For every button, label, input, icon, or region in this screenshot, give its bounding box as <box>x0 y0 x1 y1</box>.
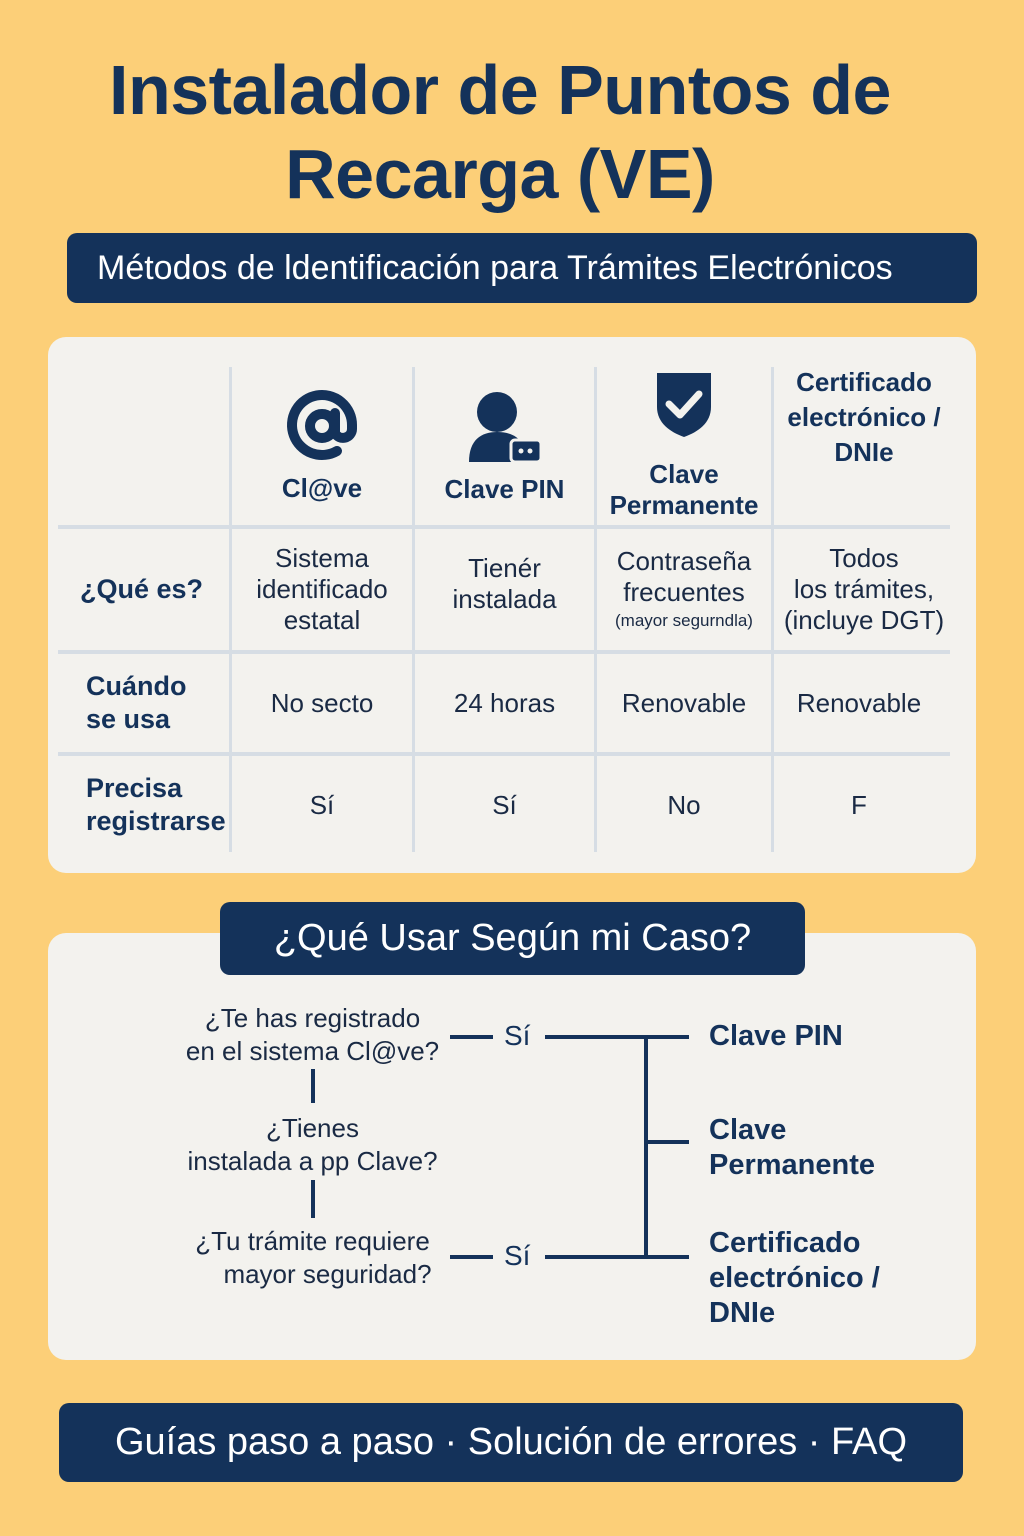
column-label-line-2: Permanente <box>609 490 759 520</box>
question-text: en el sistema Cl@ve? <box>185 1036 440 1066</box>
comparison-table <box>48 337 976 873</box>
section-title-banner <box>220 902 805 975</box>
table-cell <box>415 529 594 639</box>
flow-question-more-security <box>170 1225 455 1291</box>
table-cell <box>597 756 771 854</box>
column-label: Clave PIN <box>444 473 565 504</box>
column-header-clave-permanente <box>597 367 771 525</box>
cell-note: (mayor segurndla) <box>615 610 753 630</box>
cell-text: F <box>851 789 867 820</box>
cell-text: Todos <box>829 543 899 573</box>
cell-text: Renovable <box>796 687 922 718</box>
result-clave-permanente <box>709 1113 875 1183</box>
connector-line <box>545 1035 689 1039</box>
result-text: Certificado <box>709 1227 861 1259</box>
table-cell <box>232 529 412 650</box>
row-header-label: Cuándo <box>86 671 187 701</box>
result-certificado <box>709 1226 880 1331</box>
footer-links-banner <box>59 1403 963 1482</box>
column-label-line-1: Certificado <box>796 367 932 397</box>
row-header-cuando-se-usa <box>86 654 230 752</box>
row-header-label: Precisa <box>86 773 183 803</box>
cell-text: No <box>667 789 701 820</box>
connector-line <box>450 1035 493 1039</box>
row-header-precisa-registrarse <box>86 756 230 854</box>
cell-text: No secto <box>270 687 374 718</box>
flow-question-registered <box>170 1002 455 1068</box>
subtitle-banner <box>67 233 977 303</box>
row-header-label: registrarse <box>86 806 226 836</box>
column-label-line-1: Clave <box>649 459 719 489</box>
shield-check-icon <box>654 369 714 439</box>
cell-text: Sistema <box>275 543 369 573</box>
row-header-label: ¿Qué es? <box>80 574 204 604</box>
cell-text: Contraseña <box>616 545 752 576</box>
column-label-line-3: DNIe <box>834 437 894 467</box>
user-pin-icon <box>467 388 543 464</box>
result-text: DNIe <box>709 1297 776 1329</box>
subtitle-text: Métodos de ldentificación para Trámites Electrónicos <box>97 248 893 287</box>
table-cell <box>597 654 771 752</box>
column-header-clave <box>232 367 412 525</box>
cell-text: estatal <box>283 605 361 635</box>
cell-text: instalada <box>452 584 557 614</box>
title-line-1: Instalador de Puntos de <box>109 51 891 129</box>
cell-text: Sí <box>492 789 517 820</box>
flow-question-app-installed <box>170 1112 455 1178</box>
answer-yes: Sí <box>504 1240 531 1271</box>
table-cell <box>774 529 954 650</box>
question-text: ¿Tienes <box>266 1113 359 1143</box>
table-cell <box>415 654 594 752</box>
cell-text: (incluye DGT) <box>783 605 945 635</box>
cell-text: frecuentes <box>623 576 745 607</box>
column-header-certificado <box>774 365 954 475</box>
connector-line <box>311 1180 315 1218</box>
at-sign-icon <box>285 389 359 463</box>
connector-line <box>545 1255 689 1259</box>
footer-text: Guías paso a paso · Solución de errores · FAQ <box>114 1421 908 1463</box>
table-cell <box>415 756 594 854</box>
result-text: Permanente <box>709 1149 876 1181</box>
connector-line <box>646 1140 689 1144</box>
table-cell <box>232 756 412 854</box>
row-header-label: se usa <box>86 704 171 734</box>
connector-line <box>311 1069 315 1103</box>
row-header-que-es <box>80 529 230 650</box>
result-text: Clave PIN <box>709 1020 843 1052</box>
connector-trunk <box>644 1037 648 1257</box>
question-text: ¿Te has registrado <box>204 1003 421 1033</box>
result-text: Clave <box>709 1114 787 1146</box>
result-clave-pin <box>709 1019 843 1054</box>
table-cell <box>597 529 771 650</box>
answer-yes: Sí <box>504 1020 531 1051</box>
table-cell <box>774 756 944 854</box>
table-cell <box>774 654 944 752</box>
question-text: instalada a pp Clave? <box>187 1146 438 1176</box>
question-text: mayor seguridad? <box>223 1259 432 1289</box>
section-title: ¿Qué Usar Según mi Caso? <box>273 917 752 959</box>
question-text: ¿Tu trámite requiere <box>195 1226 430 1256</box>
title-line-2: Recarga (VE) <box>285 135 715 213</box>
column-header-clave-pin <box>415 367 594 525</box>
column-label-line-2: electrónico / <box>787 402 941 432</box>
cell-text: los trámites, <box>793 574 935 604</box>
cell-text: Sí <box>309 789 335 820</box>
cell-text: Renovable <box>621 687 747 718</box>
cell-text: Tienér <box>468 553 541 583</box>
page-title <box>0 48 1000 216</box>
cell-text: 24 horas <box>453 687 556 718</box>
column-label: Cl@ve <box>281 472 363 503</box>
result-text: electrónico / <box>709 1262 880 1294</box>
connector-line <box>450 1255 493 1259</box>
table-cell <box>232 654 412 752</box>
cell-text: identificado <box>256 574 388 604</box>
